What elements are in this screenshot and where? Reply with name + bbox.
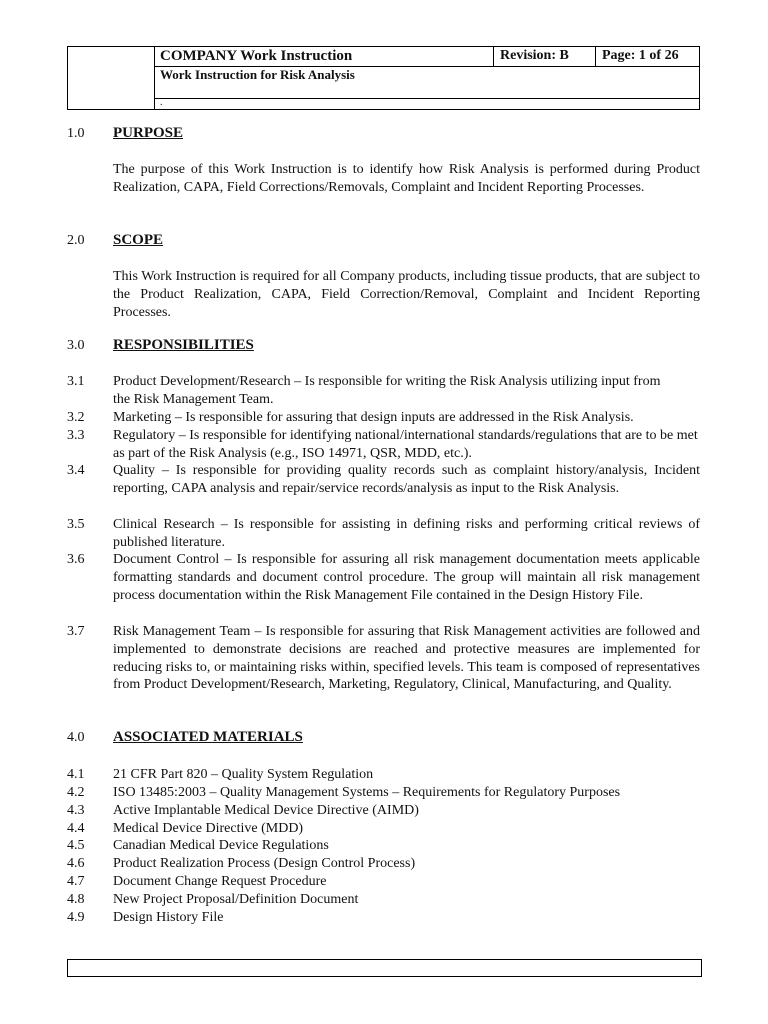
section-heading-responsibilities: RESPONSIBILITIES [113, 337, 254, 353]
item-number: 4.3 [67, 803, 85, 818]
item-number: 3.3 [67, 428, 85, 443]
item-text: Clinical Research – Is responsible for assisting in defining risks and performing critical reviews of published literature. [113, 517, 700, 550]
section-heading-materials: ASSOCIATED MATERIALS [113, 729, 303, 745]
item-number: 4.6 [67, 856, 85, 871]
item-text: Product Realization Process (Design Control Process) [113, 856, 416, 871]
list-item [67, 909, 700, 927]
logo-cell [68, 47, 155, 109]
item-text: Document Control – Is responsible for assuring all risk management documentation meets applicable formatting standards and document control procedure. The group will maintain all risk management process documentation within the Risk Management File contained in the Design History File. [113, 552, 700, 603]
section-number: 4.0 [67, 730, 85, 745]
item-text: Quality – Is responsible for providing quality records such as complaint history/analysis, Incident reporting, CAPA analysis and repair/service records/analysis as input to the Risk Analysis. [113, 463, 700, 496]
purpose-text: The purpose of this Work Instruction is to identify how Risk Analysis is performed during Product Realization, CAPA, Field Corrections/Removals, Complaint and Incident Reporting Processes. [113, 162, 700, 195]
section-number: 1.0 [67, 126, 85, 141]
list-item [67, 373, 700, 409]
list-item [67, 784, 700, 802]
list-item [67, 551, 700, 604]
item-text: Regulatory – Is responsible for identifying national/international standards/regulations that are to be met as part of the Risk Analysis (e.g., ISO 14971, QSR, MDD, etc.). [113, 428, 698, 461]
list-item [67, 427, 700, 463]
item-text: 21 CFR Part 820 – Quality System Regulation [113, 767, 374, 782]
item-text: Product Development/Research – Is responsible for writing the Risk Analysis utilizing input from the Risk Management Team. [113, 374, 661, 407]
section-number: 3.0 [67, 338, 85, 353]
item-number: 4.2 [67, 785, 85, 800]
item-number: 3.1 [67, 374, 85, 389]
item-text: Canadian Medical Device Regulations [113, 838, 329, 853]
item-text: Document Change Request Procedure [113, 874, 327, 889]
document-title: COMPANY Work Instruction [160, 48, 353, 64]
item-number: 3.5 [67, 517, 85, 532]
item-number: 4.9 [67, 910, 85, 925]
item-number: 3.4 [67, 463, 85, 478]
item-number: 3.2 [67, 410, 85, 425]
page-cell [595, 47, 700, 66]
footer-box [67, 959, 702, 977]
divider [154, 98, 699, 99]
revision-label: Revision: B [500, 48, 569, 63]
header-dot: . [160, 97, 163, 108]
item-text: Active Implantable Medical Device Directive (AIMD) [113, 803, 419, 818]
item-number: 4.7 [67, 874, 85, 889]
section-number: 2.0 [67, 233, 85, 248]
page-number: Page: 1 of 26 [602, 48, 679, 63]
list-item [67, 891, 700, 909]
section-heading-purpose: PURPOSE [113, 125, 184, 141]
document-subtitle: Work Instruction for Risk Analysis [160, 67, 355, 82]
list-item [67, 623, 700, 694]
list-item [67, 802, 700, 820]
list-item [67, 837, 700, 855]
item-text: Marketing – Is responsible for assuring that design inputs are addressed in the Risk Analysis. [113, 410, 634, 425]
list-item [67, 766, 700, 784]
list-item [67, 873, 700, 891]
item-text: Medical Device Directive (MDD) [113, 821, 304, 836]
item-number: 3.7 [67, 624, 85, 639]
list-item [67, 855, 700, 873]
item-text: ISO 13485:2003 – Quality Management Systems – Requirements for Regulatory Purposes [113, 785, 621, 800]
document-header [67, 46, 700, 110]
list-item [67, 409, 700, 427]
list-item [67, 462, 700, 498]
section-heading-scope: SCOPE [113, 232, 164, 248]
item-number: 4.5 [67, 838, 85, 853]
item-number: 3.6 [67, 552, 85, 567]
item-number: 4.8 [67, 892, 85, 907]
scope-text: This Work Instruction is required for all Company products, including tissue products, that are subject to the Product Realization, CAPA, Field Correction/Removal, Complaint and Incident Reporting Processes. [113, 269, 700, 320]
item-text: Risk Management Team – Is responsible for assuring that Risk Management activities are followed and implemented to demonstrate decisions are reached and protective measures are implemented for reducing risks to, or maintaining risks within, specified levels. This team is composed of representatives from Product Development/Research, Marketing, Regulatory, Clinical, Manufacturing, and Quality. [113, 624, 700, 693]
list-item [67, 820, 700, 838]
item-text: New Project Proposal/Definition Document [113, 892, 359, 907]
item-number: 4.4 [67, 821, 85, 836]
list-item [67, 516, 700, 552]
item-text: Design History File [113, 910, 224, 925]
revision-cell [493, 47, 596, 66]
item-number: 4.1 [67, 767, 85, 782]
